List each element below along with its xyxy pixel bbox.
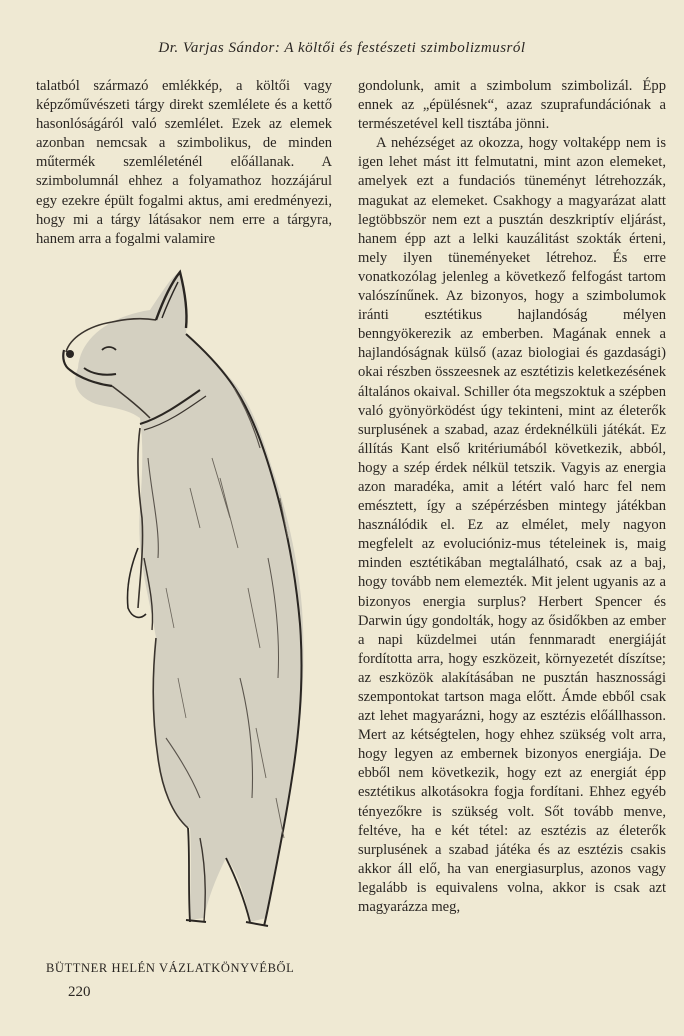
right-text-column (358, 77, 666, 917)
paragraph: A nehézséget az okozza, hogy voltaképp nem is igen lehet mást itt felmutatni, mint azon elemeket, amelyek ezt a fundaciós tüneményt létrehozzák, magukat az elemeket. Csakhogy a magyarázat alatt legtöbbször nem ezt a pusztán deszkriptív eljárást, hanem épp azt a lelki kauzálitást szokták érteni, mely ilyen tüneményeket létrehoz. És erre vonatkozólag jelenleg a következő felfogást tartom valószínűnek. Az bizonyos, hogy a szimbolumok iránti esztétikus hajlandóság mélyen benngyökerezik az emberben. Magának ennek a hajlandóságnak külső (azaz biologiai és gazdasági) okai részben összeesnek az esztétizis keletkezésének általános okaival. Schiller óta megszoktuk a szépben való gyönyörködést úgy tekinteni, mint az életerők surplusének a szabad, azaz érdeknélküli játékát. Ez állítás Kant első kritériumából következik, abból, hogy a szép érdek nélkül tetszik. Vagyis az energia azon maradéka, amit a létért való harc fel nem emésztett, így a szépérzésben mintegy játékban használódik el. Ez az elmélet, mely nagyon megfelelt az evolucióniz-mus tételeinek is, maig minden esztétikában megtalálható, csak az a baj, hogy tovább nem elemezték. Mit jelent ugyanis az a bizonyos energia surplus? Herbert Spencer és Darwin úgy gondolták, hogy az ősidőkben az ember a napi küzdelmei után fennmaradt energiáját fordította arra, hogy eszközeit, környezetét díszítse; az eszközök alakításában ne pusztán hasznossági szempontokat tartson maga előtt. Ámde ebből csak azt lehet magyarázni, hogy az esztézis előállhasson. Mert az kétségtelen, hogy ehhez szükség volt arra, hogy legyen az embernek bizonyos energiája. De ebből nem következik, hogy ezt az energiát épp esztétikus alkotásokra fogja fordítani. Ehhez egyéb tényezőkre is szükség volt. Sőt tovább menve, feltéve, ha e két tétel: az esztézis az életerők surplusének a szabad játéka és az esztézis csakis akkor áll elő, ha van energiasurplus, azonos vagy legalább is equivalens volna, akkor is csak azt magyarázza meg, (358, 135, 666, 916)
paragraph: gondolunk, amit a szimbolum szimbolizál. Épp ennek az „épülésnek“, azaz szuprafundációnak a természetével kell tisztába jönni. (358, 78, 666, 133)
dog-sketch-illustration (40, 258, 340, 948)
left-text-column (36, 77, 332, 249)
running-title: Dr. Varjas Sándor: A költői és festészeti szimbolizmusról (158, 40, 526, 56)
figure-caption: BÜTTNER HELÉN VÁZLATKÖNYVÉBŐL (46, 961, 295, 975)
paragraph: talatból származó emlékkép, a költői vagy képzőművészeti tárgy direkt szemlélete és a kettő hasonlóságáról való szemlélet. Ezek az elemek azonban nemcsak a szimbolikus, de minden műtermék szemléleténél előállanak. A szimbolumnál ehhez a folyamathoz hozzájárul egy ezekre épült fogalmi aktus, ami eredményezi, hogy mi a tárgy látásakor nem erre a tárgyra, hanem arra a fogalmi valamire (36, 78, 332, 247)
page-number: 220 (68, 984, 91, 1000)
